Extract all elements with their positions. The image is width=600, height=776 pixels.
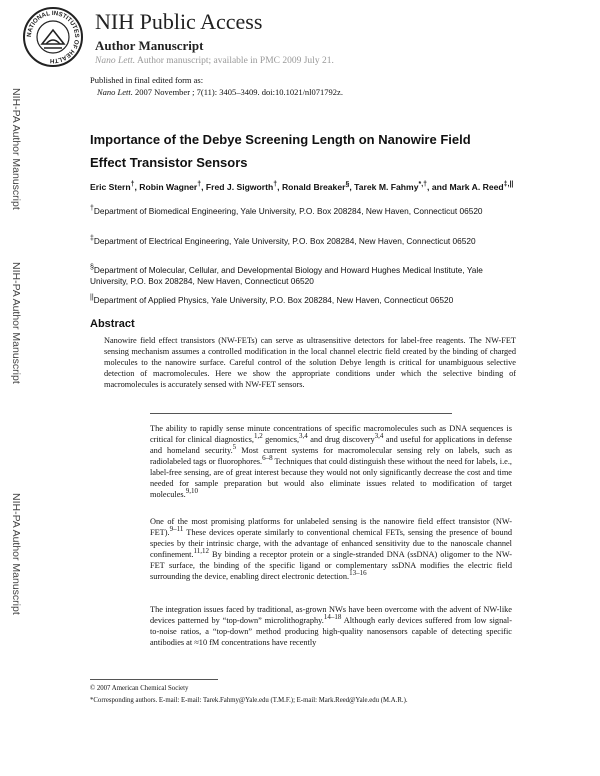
body-paragraph-1: The ability to rapidly sense minute concentrations of specific macromolecules such as DNA sequences is critical for clinical diagnostics,$^{1,2}$ genomics,$^{3,4}$ and drug discovery$^{3,4}$ and useful for applications in defense and homeland security.$^5$ Most current systems for macromolecular sensing rely on labels, such as radiolabeled tags or fluorophores.$^{6-8}$ Techniques that could distinguish these without the need for labels, i.e., label-free sensing, are of great interest because they would not only significantly decrease the cost and time needed for sample preparation but would also eliminate issues related to modification of target molecules.$^{9,10}$ <box>150 424 512 499</box>
author-list: Eric Stern†, Robin Wagner†, Fred J. Sigworth†, Ronald Breaker§, Tarek M. Fahmy*,†, and Mark A. Reed‡,|| <box>90 181 514 192</box>
abstract-divider <box>150 413 452 414</box>
svg-text:NATIONAL INSTITUTES OF HEALTH <box>26 10 80 64</box>
affiliation-4: ||Department of Applied Physics, Yale University, P.O. Box 208284, New Haven, Connecticut 06520 <box>90 294 454 305</box>
nih-logo <box>22 6 84 68</box>
body-paragraph-3: The integration issues faced by traditional, as-grown NWs have been overcome with the advent of NW-like devices patterned by “top-down” microlithography.$^{14-18}$ Although early devices suffered from low signal-to-noise ratios, a “top-down” method producing high-quality nanosensors capable of detecting specific antibodies at ≈10 fM concentrations have recently <box>150 605 512 647</box>
header-subtitle: Author Manuscript <box>95 38 204 53</box>
sidebar-label-1: NIH-PA Author Manuscript <box>10 88 22 210</box>
paper-title: Importance of the Debye Screening Length on Nanowire Field Effect Transistor Sensors <box>90 132 471 170</box>
citation: Nano Lett. 2007 November ; 7(11): 3405–3409. doi:10.1021/nl071792z. <box>97 87 343 97</box>
abstract-text: Nanowire field effect transistors (NW-FETs) can serve as ultrasensitive detectors for label-free reagents. The NW-FET sensing mechanism assumes a controlled modification in the local channel electric field created by the binding of charged molecules to the nanowire surface. Careful control of the solution Debye length is critical for unambiguous selective detection of macromolecules. Here we show the appropriate conditions under which the selective binding of macromolecules is accurately sensed with NW-FET sensors. <box>104 336 516 389</box>
sidebar-label-2: NIH-PA Author Manuscript <box>10 262 22 384</box>
footnote-divider <box>90 679 218 680</box>
published-label: Published in final edited form as: <box>90 75 204 85</box>
logo-ring-text: NATIONAL INSTITUTES OF HEALTH <box>25 9 81 65</box>
affiliation-2: ‡Department of Electrical Engineering, Yale University, P.O. Box 208284, New Haven, Connecticut 06520 <box>90 235 476 246</box>
affiliation-3: §Department of Molecular, Cellular, and Developmental Biology and Howard Hughes Medical Institute, Yale University, P.O. Box 208284, New Haven, Connecticut 06520 <box>90 264 483 286</box>
body-paragraph-2: One of the most promising platforms for unlabeled sensing is the nanowire field effect transistor (NW-FET).$^{9-11}$ These devices operate similarly to conventional chemical FETs, sensing the presence of bound species by their intrinsic charge, with the advantage of enhanced sensitivity due to the nanoscale channel confinement.$^{11,12}$ By binding a receptor protein or a single-stranded DNA (ssDNA) oligomer to the NW-FET surface, the binding of the specific ligand or complementary ssDNA modifies the electric field surrounding the device, enabling direct electronic detection.$^{13-16}$ <box>150 517 512 581</box>
corresponding-authors: *Corresponding authors. E-mail: E-mail: Tarek.Fahmy@Yale.edu (T.M.F.); E-mail: Mark.Reed@Yale.edu (M.A.R.). <box>90 697 408 704</box>
header-title: NIH Public Access <box>95 9 263 34</box>
abstract-heading: Abstract <box>90 318 135 330</box>
sidebar-label-3: NIH-PA Author Manuscript <box>10 493 22 615</box>
affiliation-1: †Department of Biomedical Engineering, Yale University, P.O. Box 208284, New Haven, Connecticut 06520 <box>90 205 483 216</box>
copyright: © 2007 American Chemical Society <box>90 685 189 692</box>
availability-line: Nano Lett. Author manuscript; available in PMC 2009 July 21. <box>95 56 334 66</box>
